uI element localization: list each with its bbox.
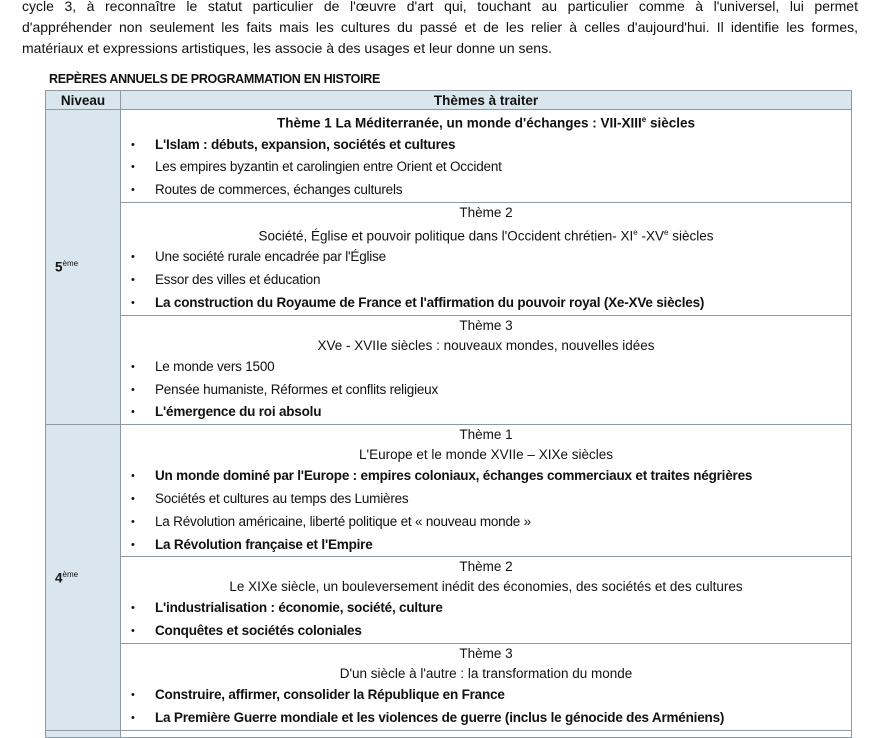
bullet-icon: • (131, 492, 135, 505)
level-sup: ème (62, 569, 79, 579)
century-sup: e (633, 227, 638, 237)
theme-items (121, 356, 851, 424)
bullet-icon: • (131, 161, 135, 174)
theme-items (121, 134, 851, 202)
bullet-icon: • (131, 711, 135, 724)
theme-title: Thème 2 (459, 204, 513, 220)
bullet-icon: • (131, 625, 135, 638)
century-sup: e (641, 115, 647, 124)
level-label: 4 (55, 570, 63, 586)
programmation-table (45, 90, 852, 738)
bullet-icon: • (131, 538, 135, 551)
intro-line: cycle 3, à reconnaître le statut particulier de l'œuvre d'art qui, touchant au particulier comme à l'universel, lui permet (22, 0, 858, 14)
theme-cell (121, 425, 852, 557)
list-item: • Conquêtes et sociétés coloniales (121, 620, 851, 643)
list-item: • L'industrialisation : économie, société, culture (121, 597, 851, 620)
theme-cell (121, 643, 852, 730)
theme-items (121, 465, 851, 556)
theme-items (121, 684, 851, 730)
list-item: • Le monde vers 1500 (121, 356, 851, 379)
bullet-icon: • (131, 184, 135, 197)
list-item: • La Révolution française et l'Empire (121, 534, 851, 557)
theme-subtitle: Société, Église et pouvoir politique dans l'Occident chrétien- XIe -XVe siècles (258, 227, 714, 244)
list-item: • Les empires byzantin et carolingien entre Orient et Occident (121, 156, 851, 179)
bullet-icon: • (131, 602, 135, 615)
level-label: 5 (55, 259, 63, 275)
bullet-icon: • (131, 470, 135, 483)
bullet-icon: • (131, 274, 135, 287)
list-item: • La construction du Royaume de France et l'affirmation du pouvoir royal (Xe-XVe siècles) (121, 292, 851, 315)
list-item: • Un monde dominé par l'Europe : empires coloniaux, échanges commerciaux et traites négrières (121, 465, 851, 488)
list-item: • L'émergence du roi absolu (121, 401, 851, 424)
bullet-icon: • (131, 296, 135, 309)
century-sup: e (664, 227, 669, 237)
theme-title-text: Thème 1 La Méditerranée, un monde d'échanges : VII-XIII (276, 115, 642, 131)
theme-subtitle: Le XIXe siècle, un bouleversement inédit des économies, des sociétés et des cultures (229, 579, 743, 595)
table-caption: REPÈRES ANNUELS DE PROGRAMMATION EN HISTOIRE (49, 72, 381, 86)
theme-title: Thème 3 (459, 317, 513, 333)
header-themes: Thèmes à traiter (121, 91, 852, 110)
theme-subtitle: D'un siècle à l'autre : la transformation du monde (339, 665, 633, 681)
theme-title: Thème 2 (459, 559, 513, 575)
theme-cell (121, 110, 852, 203)
level-cell-5eme (46, 110, 121, 425)
theme-title: Thème 3 (459, 645, 513, 661)
header-niveau: Niveau (46, 91, 121, 110)
table-row (46, 110, 852, 203)
intro-paragraph (22, 0, 858, 59)
list-item: • Pensée humaniste, Réformes et conflits religieux (121, 379, 851, 402)
theme-cell (121, 557, 852, 644)
theme-items (121, 597, 851, 643)
table-row (46, 425, 852, 557)
theme-subtitle: XVe - XVIIe siècles : nouveaux mondes, nouvelles idées (317, 337, 655, 353)
bullet-icon: • (131, 383, 135, 396)
intro-line: d'appréhender non seulement les faits mais les cultures du passé et de les relier à celles d'aujourd'hui. Il identifie les formes, (22, 19, 858, 35)
list-item: • Construire, affirmer, consolider la République en France (121, 684, 851, 707)
theme-subtitle: L'Europe et le monde XVIIe – XIXe siècles (359, 447, 613, 463)
bullet-icon: • (131, 138, 135, 151)
intro-line: matériaux et expressions artistiques, les associe à des usages et leur donne un sens. (22, 40, 552, 56)
theme-items (121, 246, 851, 314)
list-item: • L'Islam : débuts, expansion, sociétés et cultures (121, 134, 851, 157)
list-item: • Routes de commerces, échanges culturels (121, 179, 851, 202)
theme-title-tail: siècles (646, 115, 696, 131)
theme-title (121, 110, 851, 134)
bullet-icon: • (131, 515, 135, 528)
list-item: • Une société rurale encadrée par l'Église (121, 246, 851, 269)
list-item: • La Première Guerre mondiale et les violences de guerre (inclus le génocide des Arméniens) (121, 707, 851, 730)
table-header-row (46, 91, 852, 110)
table-row (46, 315, 852, 424)
theme-cell (121, 202, 852, 315)
theme-cell (121, 315, 852, 424)
table-row (46, 557, 852, 644)
level-cell-4eme (46, 425, 121, 730)
bullet-icon: • (131, 251, 135, 264)
bullet-icon: • (131, 688, 135, 701)
level-sup: ème (62, 259, 79, 269)
theme-title: Thème 1 (459, 427, 513, 443)
list-item: • Sociétés et cultures au temps des Lumières (121, 488, 851, 511)
bullet-icon: • (131, 360, 135, 373)
bullet-icon: • (131, 406, 135, 419)
list-item: • La Révolution américaine, liberté politique et « nouveau monde » (121, 511, 851, 534)
table-row (46, 202, 852, 315)
table-row (46, 643, 852, 730)
list-item: • Essor des villes et éducation (121, 269, 851, 292)
